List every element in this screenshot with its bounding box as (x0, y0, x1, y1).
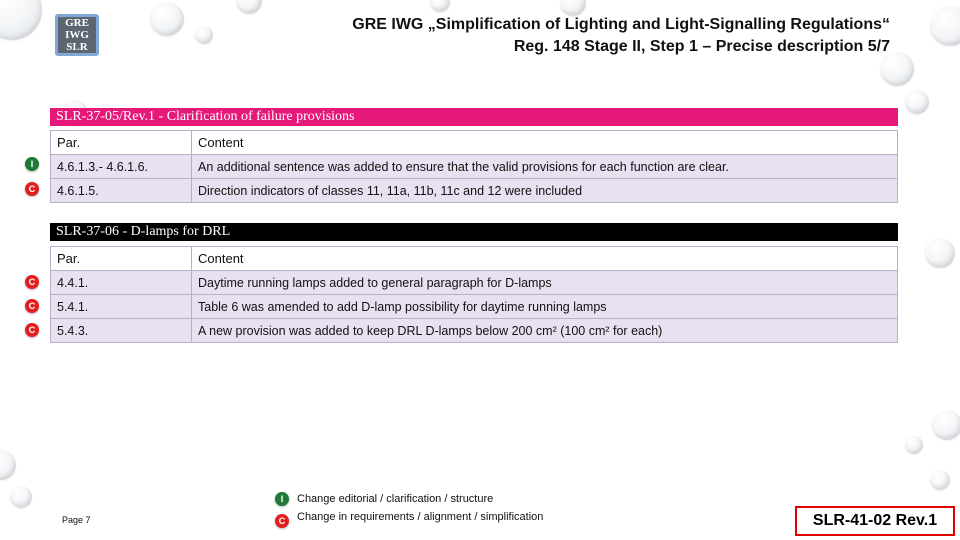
logo-line: GRE (65, 17, 89, 29)
document-reference-badge: SLR-41-02 Rev.1 (795, 506, 955, 536)
gre-iwg-slr-logo (55, 14, 99, 56)
table-row (51, 155, 898, 179)
column-header-content: Content (192, 247, 898, 271)
water-drop-decoration (932, 410, 960, 440)
water-drop-decoration (195, 26, 213, 44)
column-header-par: Par. (51, 247, 192, 271)
water-drop-decoration (236, 0, 262, 14)
legend-editorial-text: Change editorial / clarification / structure (297, 493, 494, 505)
table-row (51, 271, 898, 295)
section-heading-failure-provisions: SLR-37-05/Rev.1 - Clarification of failure provisions (50, 108, 898, 126)
content-cell: A new provision was added to keep DRL D-lamps below 200 cm² (100 cm² for each) (192, 319, 898, 343)
table-row (51, 295, 898, 319)
water-drop-decoration (930, 6, 960, 46)
paragraph-cell: 4.6.1.5. (51, 179, 192, 203)
column-header-content: Content (192, 131, 898, 155)
water-drop-decoration (150, 2, 184, 36)
table-header-row (51, 247, 898, 271)
paragraph-cell: 4.6.1.3.- 4.6.1.6. (51, 155, 192, 179)
water-drop-decoration (930, 470, 950, 490)
logo-line: SLR (66, 41, 88, 53)
legend-requirement-text: Change in requirements / alignment / simplification (297, 511, 544, 523)
paragraph-cell: 5.4.1. (51, 295, 192, 319)
water-drop-decoration (905, 90, 929, 114)
section-heading-d-lamps-drl: SLR-37-06 - D-lamps for DRL (50, 223, 898, 241)
logo-line: IWG (65, 29, 89, 41)
water-drop-decoration (0, 450, 16, 480)
editorial-change-marker: I (25, 157, 39, 171)
requirement-change-marker: C (25, 182, 39, 196)
table-row (51, 179, 898, 203)
water-drop-decoration (10, 486, 32, 508)
legend-editorial-marker: I (275, 492, 289, 506)
content-cell: Daytime running lamps added to general paragraph for D-lamps (192, 271, 898, 295)
requirement-change-marker: C (25, 275, 39, 289)
requirement-change-marker: C (25, 299, 39, 313)
content-cell: Table 6 was amended to add D-lamp possibility for daytime running lamps (192, 295, 898, 319)
water-drop-decoration (925, 238, 955, 268)
paragraph-cell: 5.4.3. (51, 319, 192, 343)
water-drop-decoration (0, 0, 42, 40)
failure-provisions-table (50, 130, 898, 203)
content-cell: Direction indicators of classes 11, 11a, 11b, 11c and 12 were included (192, 179, 898, 203)
water-drop-decoration (430, 0, 450, 12)
slide-title (352, 14, 890, 58)
content-cell: An additional sentence was added to ensure that the valid provisions for each function are clear. (192, 155, 898, 179)
d-lamps-drl-table (50, 246, 898, 343)
column-header-par: Par. (51, 131, 192, 155)
table-row (51, 319, 898, 343)
legend-requirement-marker: C (275, 514, 289, 528)
slide-title-line1: GRE IWG „Simplification of Lighting and Light-Signalling Regulations“ (352, 16, 890, 33)
slide-title-line2: Reg. 148 Stage II, Step 1 – Precise description 5/7 (513, 38, 890, 55)
page-number: Page 7 (62, 515, 91, 525)
paragraph-cell: 4.4.1. (51, 271, 192, 295)
requirement-change-marker: C (25, 323, 39, 337)
table-header-row (51, 131, 898, 155)
water-drop-decoration (905, 436, 923, 454)
